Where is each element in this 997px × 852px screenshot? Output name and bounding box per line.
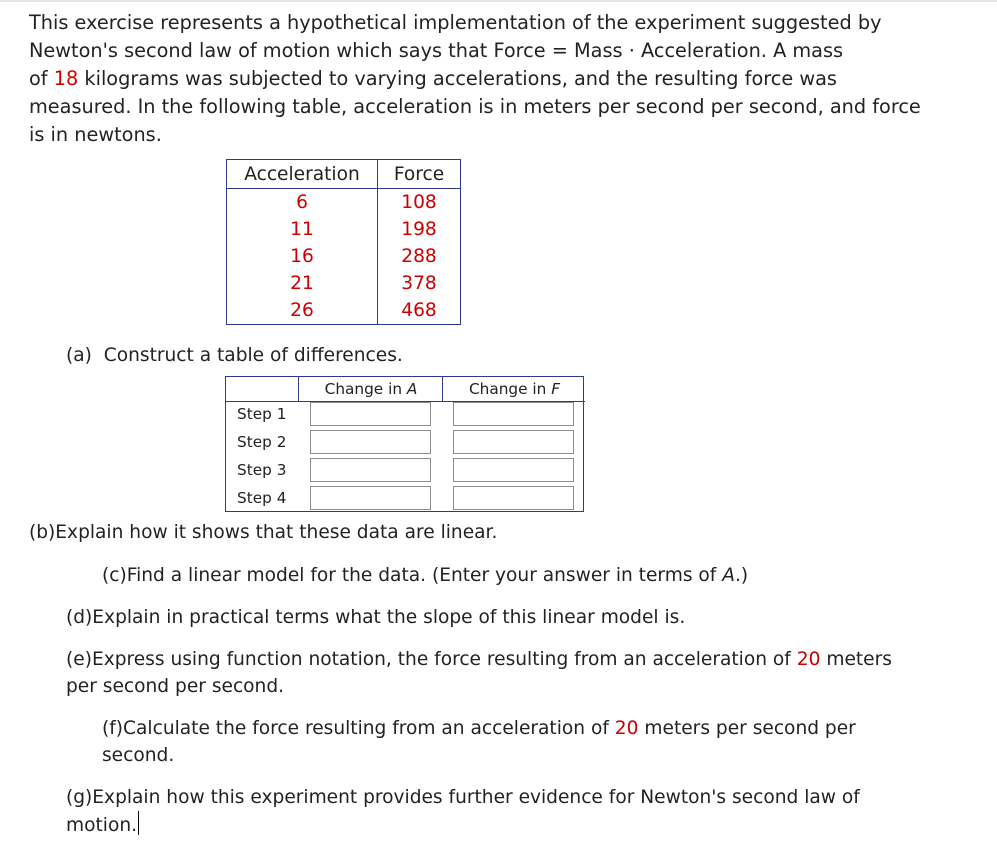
text-cursor <box>138 811 139 835</box>
acceleration-cell: 16 <box>227 243 378 270</box>
acceleration-force-table <box>226 159 461 325</box>
step-4-label: Step 4 <box>237 489 287 507</box>
part-g-prompt: (g)Explain how this experiment provides further evidence for Newton's second law of motion. <box>66 787 860 836</box>
table-row <box>227 216 461 243</box>
step-2-change-f-input[interactable] <box>453 430 574 454</box>
intro-line-4: measured. In the following table, acceleration is in meters per second per second, and force <box>29 95 921 118</box>
force-cell: 288 <box>378 243 461 270</box>
force-cell: 468 <box>378 297 461 325</box>
part-a-label: (a) <box>66 345 92 366</box>
step-1-change-f-input[interactable] <box>453 402 574 426</box>
part-f-prompt: (f)Calculate the force resulting from an acceleration of 20 meters per second per second. <box>102 718 856 766</box>
problem-intro <box>29 9 979 149</box>
part-a-prompt <box>66 342 403 370</box>
intro-line-1: This exercise represents a hypothetical implementation of the experiment suggested by <box>29 11 882 34</box>
part-b-prompt: (b)Explain how it shows that these data are linear. <box>29 522 498 543</box>
header-force: Force <box>378 160 461 189</box>
step-2-label: Step 2 <box>237 433 287 451</box>
acceleration-cell: 26 <box>227 297 378 325</box>
step-4-change-f-input[interactable] <box>453 486 574 510</box>
acceleration-cell: 11 <box>227 216 378 243</box>
top-divider <box>0 0 997 2</box>
table-row <box>227 270 461 297</box>
part-e-value: 20 <box>796 649 821 670</box>
acceleration-cell: 6 <box>227 189 378 217</box>
force-cell: 108 <box>378 189 461 217</box>
table-row <box>227 189 461 217</box>
step-3-change-f-input[interactable] <box>453 458 574 482</box>
part-a-text: Construct a table of differences. <box>103 345 403 366</box>
step-1-label: Step 1 <box>237 405 287 423</box>
intro-line-5: is in newtons. <box>29 123 162 146</box>
step-4-change-a-input[interactable] <box>310 486 431 510</box>
acceleration-cell: 21 <box>227 270 378 297</box>
step-1-change-a-input[interactable] <box>310 402 431 426</box>
step-3-change-a-input[interactable] <box>310 458 431 482</box>
part-e-prompt: (e)Express using function notation, the force resulting from an acceleration of 20 meters per second per second. <box>66 649 892 697</box>
header-acceleration: Acceleration <box>227 160 378 189</box>
header-change-in-a: Change in A <box>298 377 443 401</box>
step-2-change-a-input[interactable] <box>310 430 431 454</box>
part-d-prompt: (d)Explain in practical terms what the slope of this linear model is. <box>66 607 686 628</box>
header-change-in-f: Change in F <box>442 377 586 401</box>
part-c-prompt: (c)Find a linear model for the data. (Enter your answer in terms of A.) <box>102 565 749 586</box>
table-row <box>227 297 461 325</box>
differences-table <box>225 376 584 512</box>
force-cell: 198 <box>378 216 461 243</box>
multiply-dot: · <box>628 39 635 62</box>
intro-line-3: of 18 kilograms was subjected to varying accelerations, and the resulting force was <box>29 67 837 90</box>
table-row <box>227 243 461 270</box>
force-cell: 378 <box>378 270 461 297</box>
step-3-label: Step 3 <box>237 461 287 479</box>
intro-line-2: Newton's second law of motion which says that Force = Mass · Acceleration. A mass <box>29 39 844 62</box>
part-f-value: 20 <box>614 718 639 739</box>
mass-value: 18 <box>53 67 79 90</box>
table-header-row <box>227 160 461 189</box>
